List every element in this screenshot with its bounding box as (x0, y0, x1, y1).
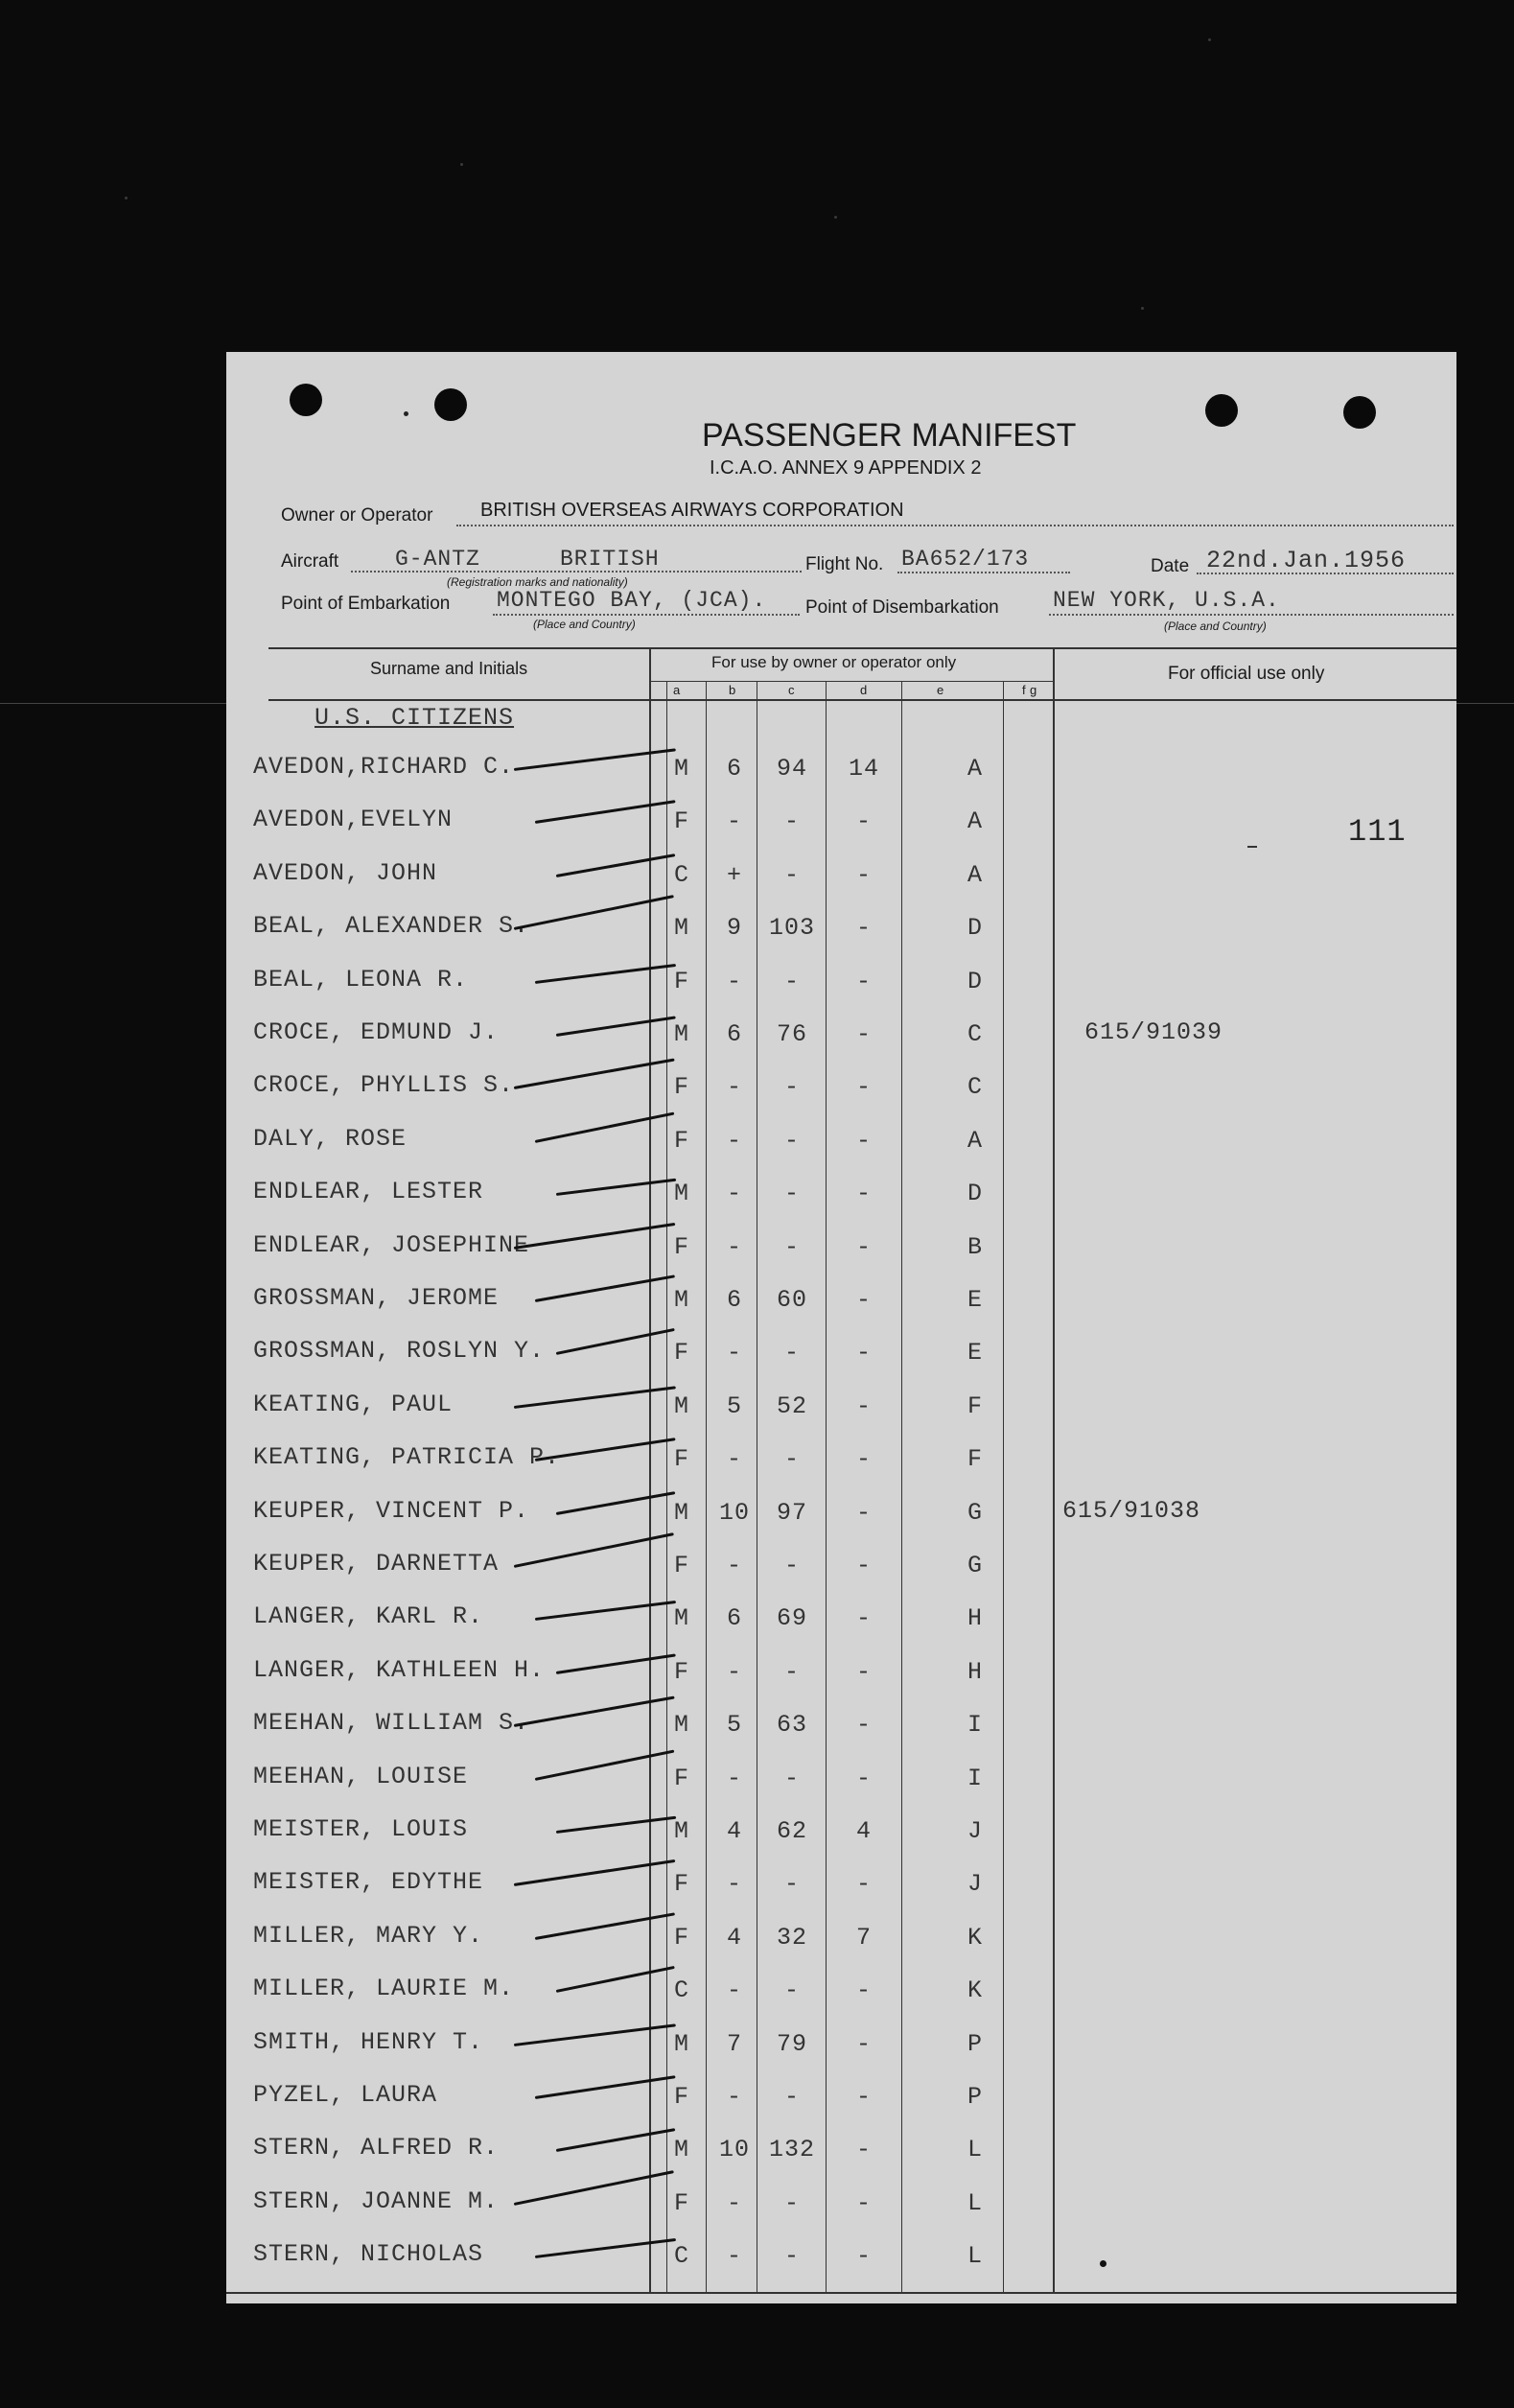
col-f-cell: D (967, 1180, 983, 1208)
disembarkation-label: Point of Disembarkation (805, 597, 999, 618)
sex-cell: F (673, 1232, 689, 1261)
sex-cell: F (673, 1339, 689, 1368)
table-row (226, 753, 1456, 805)
date-value: 22nd.Jan.1956 (1206, 547, 1407, 574)
sex-cell: F (673, 807, 689, 836)
col-d-cell: - (855, 1870, 872, 1899)
col-d-cell: - (855, 914, 872, 943)
col-c-cell: - (783, 1232, 800, 1261)
sex-cell: M (673, 2136, 689, 2164)
table-row (226, 1868, 1456, 1920)
col-c-cell: - (783, 1870, 800, 1899)
table-header-border (268, 699, 1456, 701)
sex-cell: M (673, 1020, 689, 1048)
table-row (226, 859, 1456, 911)
col-d-cell: - (855, 1020, 872, 1048)
passenger-name: KEUPER, VINCENT P. (253, 1496, 530, 1525)
col-c-cell: 79 (776, 2029, 807, 2058)
table-row (226, 1550, 1456, 1601)
passenger-name: MEEHAN, WILLIAM S. (253, 1709, 530, 1738)
col-c-cell: 94 (776, 755, 807, 783)
embarkation-note: (Place and Country) (533, 618, 636, 631)
col-d-cell: - (855, 1180, 872, 1208)
col-f-cell: B (967, 1232, 983, 1261)
sex-cell: M (673, 1391, 689, 1420)
col-d-cell: 4 (855, 1817, 872, 1845)
sex-cell: F (673, 1870, 689, 1899)
passenger-name: MEISTER, LOUIS (253, 1815, 469, 1843)
table-row (226, 1656, 1456, 1708)
col-d-cell: - (855, 1339, 872, 1368)
col-f-cell: E (967, 1286, 983, 1314)
col-d-cell: - (855, 1711, 872, 1740)
col-d-cell: - (855, 860, 872, 889)
disembarkation-note: (Place and Country) (1164, 620, 1267, 633)
check-stroke (535, 2238, 676, 2258)
check-stroke (514, 748, 676, 771)
sex-cell: M (673, 2029, 689, 2058)
col-f-cell: F (967, 1391, 983, 1420)
table-row (226, 2187, 1456, 2239)
page-title: PASSENGER MANIFEST (702, 417, 1077, 454)
sex-cell: F (673, 2188, 689, 2217)
col-c-cell: - (783, 1126, 800, 1155)
sex-cell: F (673, 1552, 689, 1579)
col-f-cell: I (967, 1711, 983, 1740)
col-b-cell: - (726, 1339, 742, 1368)
col-d-cell: - (855, 1073, 872, 1102)
table-row (226, 1815, 1456, 1867)
col-b-cell: 6 (726, 1286, 742, 1314)
table-top-border (268, 647, 1456, 649)
col-c-cell: 60 (776, 1286, 807, 1314)
subcolumn-f: f (1022, 683, 1026, 697)
col-d-cell: - (855, 2136, 872, 2164)
col-f-cell: A (967, 755, 983, 783)
sex-cell: M (673, 1604, 689, 1633)
col-c-cell: - (783, 807, 800, 836)
col-f-cell: J (967, 1817, 983, 1845)
punch-hole-icon (290, 384, 322, 416)
col-c-cell: - (783, 2242, 800, 2271)
flight-number: BA652/173 (901, 547, 1030, 572)
sex-cell: F (673, 2083, 689, 2111)
col-d-cell: - (855, 1604, 872, 1633)
sex-cell: F (673, 1445, 689, 1474)
embarkation-value: MONTEGO BAY, (JCA). (497, 588, 767, 613)
passenger-name: MEEHAN, LOUISE (253, 1762, 469, 1790)
owner-label: Owner or Operator (281, 505, 433, 526)
passenger-name: GROSSMAN, JEROME (253, 1284, 500, 1312)
col-f-cell: D (967, 914, 983, 943)
page-subtitle: I.C.A.O. ANNEX 9 APPENDIX 2 (710, 457, 982, 479)
col-c-cell: 103 (768, 914, 815, 943)
sex-cell: M (673, 1286, 689, 1314)
aircraft-underline (351, 571, 802, 573)
passenger-name: MILLER, MARY Y. (253, 1921, 484, 1950)
table-row (226, 1602, 1456, 1654)
passenger-name: KEATING, PATRICIA P. (253, 1443, 561, 1472)
col-c-cell: 76 (776, 1020, 807, 1048)
col-d-cell: - (855, 1445, 872, 1474)
subcolumn-e: e (937, 683, 944, 697)
col-b-cell: - (726, 1552, 742, 1579)
table-row (226, 2028, 1456, 2080)
col-b-cell: + (726, 860, 742, 889)
col-f-cell: C (967, 1073, 983, 1102)
col-d-cell: - (855, 1552, 872, 1579)
col-c-cell: 52 (776, 1391, 807, 1420)
col-d-cell: - (855, 967, 872, 995)
col-b-cell: - (726, 1073, 742, 1102)
col-c-cell: - (783, 1339, 800, 1368)
col-c-cell: - (783, 967, 800, 995)
col-f-cell: H (967, 1604, 983, 1633)
col-c-cell: - (783, 1976, 800, 2005)
table-row (226, 1922, 1456, 1974)
col-b-cell: 5 (726, 1391, 742, 1420)
passenger-name: CROCE, PHYLLIS S. (253, 1071, 515, 1100)
table-row (226, 966, 1456, 1017)
col-f-cell: L (967, 2242, 983, 2271)
passenger-name: KEATING, PAUL (253, 1390, 454, 1418)
sex-cell: M (673, 1180, 689, 1208)
aircraft-nationality: BRITISH (560, 547, 660, 572)
sex-cell: C (673, 2242, 689, 2271)
col-b-cell: 10 (718, 1498, 750, 1527)
table-row (226, 1337, 1456, 1389)
passenger-name: STERN, ALFRED R. (253, 2134, 500, 2163)
passenger-name: DALY, ROSE (253, 1124, 408, 1153)
table-row (226, 2240, 1456, 2292)
check-stroke (535, 964, 676, 984)
aircraft-label: Aircraft (281, 551, 339, 572)
sex-cell: C (673, 1976, 689, 2005)
col-c-cell: - (783, 1552, 800, 1579)
col-f-cell: A (967, 860, 983, 889)
sex-cell: F (673, 1073, 689, 1102)
col-c-cell: - (783, 1764, 800, 1792)
passenger-name: CROCE, EDMUND J. (253, 1018, 500, 1046)
col-f-cell: A (967, 1126, 983, 1155)
check-stroke (535, 1601, 676, 1621)
official-note: 615/91039 (1084, 1018, 1223, 1046)
col-b-cell: 9 (726, 914, 742, 943)
passenger-name: BEAL, LEONA R. (253, 965, 469, 994)
punch-hole-icon (1343, 396, 1376, 429)
passenger-name: AVEDON,EVELYN (253, 806, 454, 834)
col-b-cell: - (726, 1232, 742, 1261)
table-row (226, 1018, 1456, 1070)
passenger-name: STERN, NICHOLAS (253, 2240, 484, 2269)
date-label: Date (1151, 556, 1190, 576)
col-b-cell: - (726, 2242, 742, 2271)
passenger-name: ENDLEAR, JOSEPHINE (253, 1230, 530, 1259)
col-f-cell: F (967, 1445, 983, 1474)
col-b-cell: 6 (726, 755, 742, 783)
column-header-official: For official use only (1168, 664, 1325, 684)
passenger-name: AVEDON, JOHN (253, 858, 438, 887)
table-row (226, 1071, 1456, 1123)
owner-value: BRITISH OVERSEAS AIRWAYS CORPORATION (480, 500, 904, 521)
col-c-cell: 97 (776, 1498, 807, 1527)
col-f-cell: K (967, 1976, 983, 2005)
scan-line (1456, 703, 1514, 704)
col-b-cell: - (726, 1764, 742, 1792)
embarkation-underline (493, 614, 800, 616)
col-f-cell: G (967, 1498, 983, 1527)
col-c-cell: 62 (776, 1817, 807, 1845)
table-row (226, 1975, 1456, 2026)
col-f-cell: J (967, 1870, 983, 1899)
embarkation-label: Point of Embarkation (281, 594, 451, 614)
col-f-cell: C (967, 1020, 983, 1048)
sex-cell: M (673, 1817, 689, 1845)
table-row (226, 1391, 1456, 1442)
passenger-name: MILLER, LAURIE M. (253, 1975, 515, 2003)
col-b-cell: 7 (726, 2029, 742, 2058)
speck (125, 197, 128, 199)
col-d-cell: - (855, 2188, 872, 2217)
subcolumn-b: b (729, 683, 736, 697)
col-c-cell: - (783, 1180, 800, 1208)
col-b-cell: - (726, 2188, 742, 2217)
table-row (226, 1178, 1456, 1229)
manifest-page (226, 352, 1456, 2303)
speck (460, 163, 463, 166)
col-f-cell: K (967, 1923, 983, 1952)
table-row (226, 1284, 1456, 1336)
sex-cell: C (673, 860, 689, 889)
col-f-cell: G (967, 1552, 983, 1579)
sex-cell: F (673, 1764, 689, 1792)
check-stroke (514, 2023, 676, 2046)
table-row (226, 2134, 1456, 2186)
punch-hole-icon (1205, 394, 1238, 427)
col-b-cell: - (726, 1870, 742, 1899)
speck (1141, 307, 1144, 310)
passenger-name: GROSSMAN, ROSLYN Y. (253, 1337, 546, 1366)
table-bottom-border (226, 2292, 1456, 2294)
section-title: U.S. CITIZENS (314, 704, 515, 732)
passenger-name: ENDLEAR, LESTER (253, 1178, 484, 1206)
col-c-cell: - (783, 1073, 800, 1102)
sex-cell: F (673, 1657, 689, 1686)
passenger-name: PYZEL, LAURA (253, 2081, 438, 2109)
date-underline (1197, 573, 1454, 574)
col-d-cell: - (855, 1286, 872, 1314)
col-f-cell: D (967, 967, 983, 995)
col-d-cell: - (855, 1764, 872, 1792)
table-row (226, 1443, 1456, 1495)
speck (834, 216, 837, 219)
col-c-cell: - (783, 2083, 800, 2111)
col-b-cell: - (726, 807, 742, 836)
passenger-name: KEUPER, DARNETTA (253, 1550, 500, 1578)
col-f-cell: P (967, 2029, 983, 2058)
col-b-cell: - (726, 1126, 742, 1155)
table-row (226, 806, 1456, 857)
column-header-operator: For use by owner or operator only (711, 653, 957, 671)
table-row (226, 2081, 1456, 2133)
passenger-name: LANGER, KATHLEEN H. (253, 1655, 546, 1684)
col-b-cell: - (726, 967, 742, 995)
col-b-cell: - (726, 1657, 742, 1686)
speck (1208, 38, 1211, 41)
col-b-cell: 4 (726, 1817, 742, 1845)
col-d-cell: - (855, 1976, 872, 2005)
table-row (226, 1763, 1456, 1814)
passenger-name: AVEDON,RICHARD C. (253, 753, 515, 781)
col-b-cell: - (726, 1180, 742, 1208)
table-row (226, 912, 1456, 964)
col-c-cell: - (783, 1657, 800, 1686)
sex-cell: F (673, 967, 689, 995)
col-b-cell: 10 (718, 2136, 750, 2164)
sex-cell: M (673, 1711, 689, 1740)
col-c-cell: 32 (776, 1923, 807, 1952)
subcolumn-d: d (860, 683, 868, 697)
col-b-cell: 5 (726, 1711, 742, 1740)
sex-cell: F (673, 1126, 689, 1155)
col-d-cell: - (855, 1657, 872, 1686)
passenger-name: BEAL, ALEXANDER S. (253, 912, 530, 941)
flight-label: Flight No. (805, 554, 884, 574)
aircraft-registration: G-ANTZ (395, 547, 480, 572)
col-d-cell: 14 (848, 755, 879, 783)
col-c-cell: - (783, 2188, 800, 2217)
col-f-cell: H (967, 1657, 983, 1686)
table-row (226, 1231, 1456, 1283)
col-c-cell: - (783, 1445, 800, 1474)
col-f-cell: I (967, 1764, 983, 1792)
column-header-surname: Surname and Initials (370, 659, 528, 678)
subcolumn-c: c (788, 683, 795, 697)
col-f-cell: E (967, 1339, 983, 1368)
col-b-cell: - (726, 1445, 742, 1474)
flight-underline (897, 572, 1070, 573)
dot-mark (404, 411, 408, 416)
table-row (226, 1709, 1456, 1761)
col-b-cell: - (726, 2083, 742, 2111)
col-f-cell: L (967, 2136, 983, 2164)
col-b-cell: 6 (726, 1604, 742, 1633)
col-c-cell: 63 (776, 1711, 807, 1740)
col-f-cell: P (967, 2083, 983, 2111)
subcolumn-a: a (673, 683, 681, 697)
col-c-cell: 132 (768, 2136, 815, 2164)
disembarkation-value: NEW YORK, U.S.A. (1053, 588, 1280, 613)
col-b-cell: 4 (726, 1923, 742, 1952)
col-d-cell: - (855, 2083, 872, 2111)
official-note: 615/91038 (1062, 1496, 1201, 1525)
registration-note: (Registration marks and nationality) (447, 575, 628, 589)
col-f-cell: L (967, 2188, 983, 2217)
col-f-cell: A (967, 807, 983, 836)
col-c-cell: - (783, 860, 800, 889)
col-b-cell: - (726, 1976, 742, 2005)
check-stroke (514, 1386, 676, 1409)
col-d-cell: - (855, 807, 872, 836)
col-c-cell: 69 (776, 1604, 807, 1633)
col-d-cell: - (855, 1498, 872, 1527)
punch-hole-icon (434, 388, 467, 421)
subheader-border (651, 681, 1054, 682)
page-number: 111 (1348, 814, 1407, 850)
col-d-cell: - (855, 1232, 872, 1261)
col-d-cell: - (855, 2242, 872, 2271)
sex-cell: M (673, 914, 689, 943)
scan-line (0, 703, 226, 704)
col-d-cell: - (855, 2029, 872, 2058)
col-d-cell: - (855, 1126, 872, 1155)
disembarkation-underline (1049, 614, 1454, 616)
owner-underline (456, 525, 1454, 526)
sex-cell: F (673, 1923, 689, 1952)
passenger-name: STERN, JOANNE M. (253, 2186, 500, 2215)
sex-cell: M (673, 755, 689, 783)
subcolumn-g: g (1030, 683, 1037, 697)
passenger-name: LANGER, KARL R. (253, 1602, 484, 1631)
passenger-name: MEISTER, EDYTHE (253, 1868, 484, 1897)
table-row (226, 1497, 1456, 1549)
passenger-name: SMITH, HENRY T. (253, 2027, 484, 2056)
table-row (226, 1125, 1456, 1177)
col-d-cell: - (855, 1391, 872, 1420)
sex-cell: M (673, 1498, 689, 1527)
col-d-cell: 7 (855, 1923, 872, 1952)
col-b-cell: 6 (726, 1020, 742, 1048)
